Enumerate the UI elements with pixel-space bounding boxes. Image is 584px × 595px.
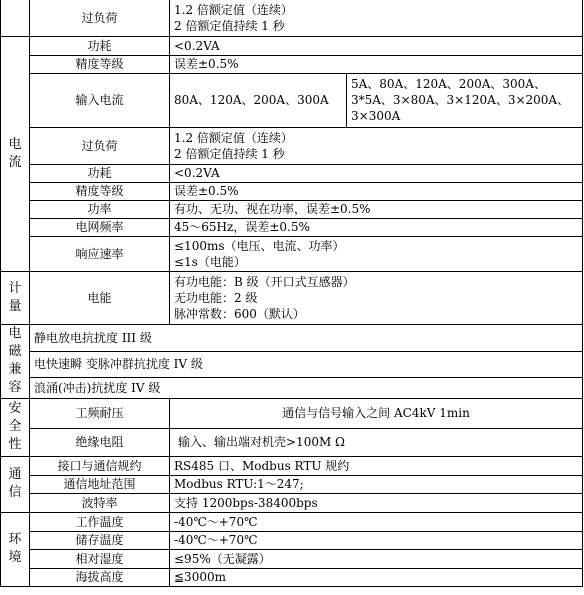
table-row — [1, 0, 583, 36]
row-value-response-rate — [170, 236, 583, 271]
row-value-eft-immunity: 电快速瞬 变脉冲群抗扰度 IV 级 — [30, 351, 583, 377]
row-label-baud-rate: 波特率 — [30, 493, 170, 512]
table-row — [1, 200, 583, 218]
category-environment: 环 境 — [1, 512, 30, 586]
value-line: 2 倍额定值持续 1 秒 — [174, 18, 285, 33]
row-value-overload-2 — [170, 127, 583, 164]
row-value-relative-humidity: ≤95%（无凝露） — [170, 549, 583, 568]
table-row — [1, 218, 583, 236]
row-value-input-current-extra: 5A、80A、120A、200A、300A、3*5A、3×80A、3×120A、3×200A、3×300A — [347, 73, 583, 127]
table-row — [1, 236, 583, 271]
value-line: ≤100ms（电压、电流、功率） — [174, 238, 345, 253]
row-value-power: 有功、无功、视在功率，误差±0.5% — [170, 200, 583, 218]
row-value-insulation-resistance: 输入、输出端对机壳>100M Ω — [170, 428, 583, 456]
row-label-storage-temperature: 储存温度 — [30, 531, 170, 549]
table-row — [1, 127, 583, 164]
table-row — [1, 568, 583, 586]
value-line: 脉冲常数：600（默认） — [174, 306, 305, 321]
row-value-storage-temperature: -40℃～+70℃ — [170, 531, 583, 549]
table-row — [1, 377, 583, 398]
row-label-response-rate: 响应速率 — [30, 236, 170, 271]
row-value-interface-protocol: RS485 口、Modbus RTU 规约 — [170, 456, 583, 475]
category-cell-blank — [1, 0, 30, 36]
row-label-insulation-resistance: 绝缘电阻 — [30, 428, 170, 456]
table-row — [1, 351, 583, 377]
row-label-energy: 电能 — [30, 271, 170, 324]
row-value-energy — [170, 271, 583, 324]
table-row — [1, 164, 583, 182]
table-row — [1, 493, 583, 512]
row-label-overload-2: 过负荷 — [30, 127, 170, 164]
row-label-power-consumption-1: 功耗 — [30, 36, 170, 55]
row-label-accuracy-2: 精度等级 — [30, 182, 170, 200]
table-row — [1, 73, 583, 127]
table-row — [1, 398, 583, 428]
value-line: 有功电能：B 级（开口式互感器） — [174, 274, 355, 289]
value-line: 1.2 倍额定值（连续） — [174, 2, 293, 17]
row-value-altitude: ≦3000m — [170, 568, 583, 586]
row-label-withstand-voltage: 工频耐压 — [30, 398, 170, 428]
row-label-grid-frequency: 电网频率 — [30, 218, 170, 236]
row-label-interface-protocol: 接口与通信规约 — [30, 456, 170, 475]
row-value-input-current: 80A、120A、200A、300A — [170, 73, 347, 127]
row-value-esd-immunity: 静电放电抗扰度 III 级 — [30, 324, 583, 351]
category-current: 电 流 — [1, 36, 30, 271]
table-row — [1, 428, 583, 456]
row-value-address-range: Modbus RTU:1～247; — [170, 475, 583, 493]
row-label-power: 功率 — [30, 200, 170, 218]
value-line: 2 倍额定值持续 1 秒 — [174, 146, 285, 161]
category-communication: 通 信 — [1, 456, 30, 512]
table-row — [1, 475, 583, 493]
table-row — [1, 36, 583, 55]
value-line: 1.2 倍额定值（连续） — [174, 130, 293, 145]
category-metering: 计 量 — [1, 271, 30, 324]
table-row — [1, 324, 583, 351]
row-label-input-current: 输入电流 — [30, 73, 170, 127]
row-value-baud-rate: 支持 1200bps-38400bps — [170, 493, 583, 512]
category-emc: 电 磁 兼 容 — [1, 324, 30, 398]
row-label-accuracy-1: 精度等级 — [30, 55, 170, 73]
row-value-grid-frequency: 45～65Hz，误差±0.5% — [170, 218, 583, 236]
row-label-relative-humidity: 相对湿度 — [30, 549, 170, 568]
table-row — [1, 55, 583, 73]
row-value-power-consumption-1: <0.2VA — [170, 36, 583, 55]
row-value-surge-immunity: 浪涌(冲击)抗扰度 IV 级 — [30, 377, 583, 398]
table-row — [1, 549, 583, 568]
row-label-overload-1: 过负荷 — [30, 0, 170, 36]
row-value-accuracy-2: 误差±0.5% — [170, 182, 583, 200]
table-row — [1, 512, 583, 531]
row-value-overload-1 — [170, 0, 583, 36]
row-value-accuracy-1: 误差±0.5% — [170, 55, 583, 73]
table-row — [1, 271, 583, 324]
row-label-operating-temperature: 工作温度 — [30, 512, 170, 531]
row-value-power-consumption-2: <0.2VA — [170, 164, 583, 182]
row-value-withstand-voltage: 通信与信号输入之间 AC4kV 1min — [170, 398, 583, 428]
category-safety: 安 全 性 — [1, 398, 30, 456]
value-line: 无功电能：2 级 — [174, 290, 258, 305]
table-row — [1, 456, 583, 475]
row-value-operating-temperature: -40℃～+70℃ — [170, 512, 583, 531]
row-label-altitude: 海拔高度 — [30, 568, 170, 586]
value-line: ≤1s（电能） — [174, 254, 246, 269]
row-label-address-range: 通信地址范围 — [30, 475, 170, 493]
table-row — [1, 531, 583, 549]
table-row — [1, 182, 583, 200]
row-label-power-consumption-2: 功耗 — [30, 164, 170, 182]
